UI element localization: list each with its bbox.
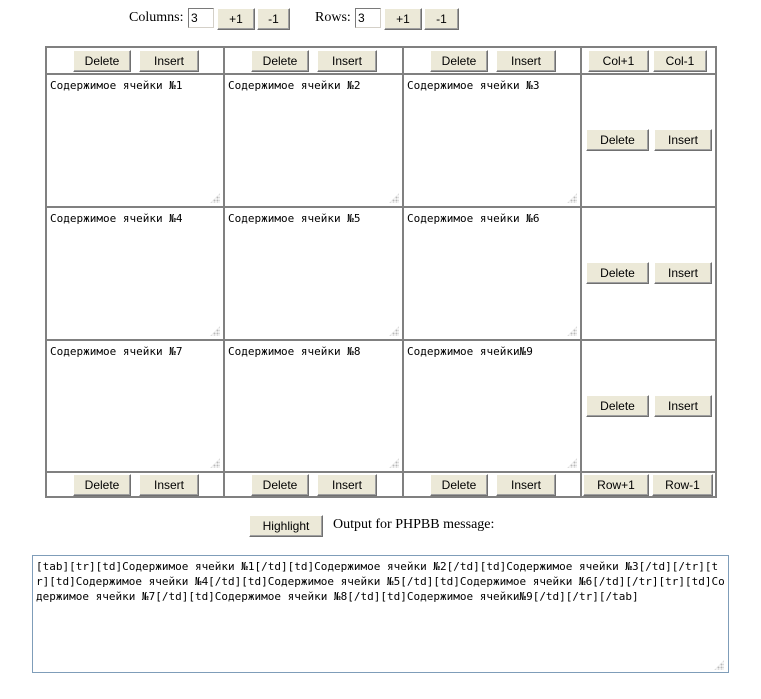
column-2-insert-button[interactable]: Insert [317, 50, 377, 72]
col-minus-button[interactable]: Col-1 [653, 50, 707, 72]
row-3-insert-button[interactable]: Insert [654, 395, 712, 417]
columns-label: Columns: [129, 10, 184, 25]
column-2-footer-insert-button[interactable]: Insert [317, 474, 377, 496]
cell-2-textarea[interactable] [226, 76, 401, 205]
column-1-footer-controls [46, 472, 224, 497]
cell-1-textarea[interactable] [48, 76, 222, 205]
table-cell-1 [46, 74, 224, 207]
table-cell-9 [403, 340, 581, 472]
cell-9-textarea[interactable] [405, 342, 579, 470]
columns-minus-button[interactable]: -1 [257, 8, 290, 30]
cell-8-textarea[interactable] [226, 342, 401, 470]
table-cell-4 [46, 207, 224, 340]
row-1-insert-button[interactable]: Insert [654, 129, 712, 151]
highlight-button[interactable]: Highlight [249, 515, 323, 537]
rows-label: Rows: [315, 10, 351, 25]
rows-minus-button[interactable]: -1 [424, 8, 459, 30]
table-cell-7 [46, 340, 224, 472]
column-2-footer-controls [224, 472, 403, 497]
column-count-controls [581, 47, 716, 74]
column-2-delete-button[interactable]: Delete [251, 50, 309, 72]
table-cell-2 [224, 74, 403, 207]
row-2-delete-button[interactable]: Delete [586, 262, 649, 284]
column-3-footer-controls [403, 472, 581, 497]
cell-5-textarea[interactable] [226, 209, 401, 338]
row-count-controls [581, 472, 716, 497]
column-3-insert-button[interactable]: Insert [496, 50, 556, 72]
column-1-delete-button[interactable]: Delete [73, 50, 131, 72]
cell-4-textarea[interactable] [48, 209, 222, 338]
phpbb-output-textarea[interactable] [32, 555, 729, 673]
columns-input[interactable] [188, 8, 214, 28]
row-2-insert-button[interactable]: Insert [654, 262, 712, 284]
cell-3-textarea[interactable] [405, 76, 579, 205]
table-cell-8 [224, 340, 403, 472]
table-cell-3 [403, 74, 581, 207]
column-1-controls [46, 47, 224, 74]
column-1-insert-button[interactable]: Insert [139, 50, 199, 72]
column-3-footer-delete-button[interactable]: Delete [430, 474, 488, 496]
column-3-footer-insert-button[interactable]: Insert [496, 474, 556, 496]
col-plus-button[interactable]: Col+1 [588, 50, 649, 72]
column-1-footer-insert-button[interactable]: Insert [139, 474, 199, 496]
row-3-controls [581, 340, 716, 472]
row-minus-button[interactable]: Row-1 [652, 474, 713, 496]
cell-7-textarea[interactable] [48, 342, 222, 470]
column-2-controls [224, 47, 403, 74]
table-cell-6 [403, 207, 581, 340]
row-plus-button[interactable]: Row+1 [583, 474, 649, 496]
table-cell-5 [224, 207, 403, 340]
row-2-controls [581, 207, 716, 340]
column-2-footer-delete-button[interactable]: Delete [251, 474, 309, 496]
table-editor [45, 46, 717, 498]
row-1-delete-button[interactable]: Delete [586, 129, 649, 151]
row-1-controls [581, 74, 716, 207]
column-3-delete-button[interactable]: Delete [430, 50, 488, 72]
rows-input[interactable] [355, 8, 381, 28]
row-3-delete-button[interactable]: Delete [586, 395, 649, 417]
column-1-footer-delete-button[interactable]: Delete [73, 474, 131, 496]
output-caption: Output for PHPBB message: [333, 517, 495, 532]
rows-plus-button[interactable]: +1 [384, 8, 422, 30]
column-3-controls [403, 47, 581, 74]
cell-6-textarea[interactable] [405, 209, 579, 338]
columns-plus-button[interactable]: +1 [217, 8, 255, 30]
